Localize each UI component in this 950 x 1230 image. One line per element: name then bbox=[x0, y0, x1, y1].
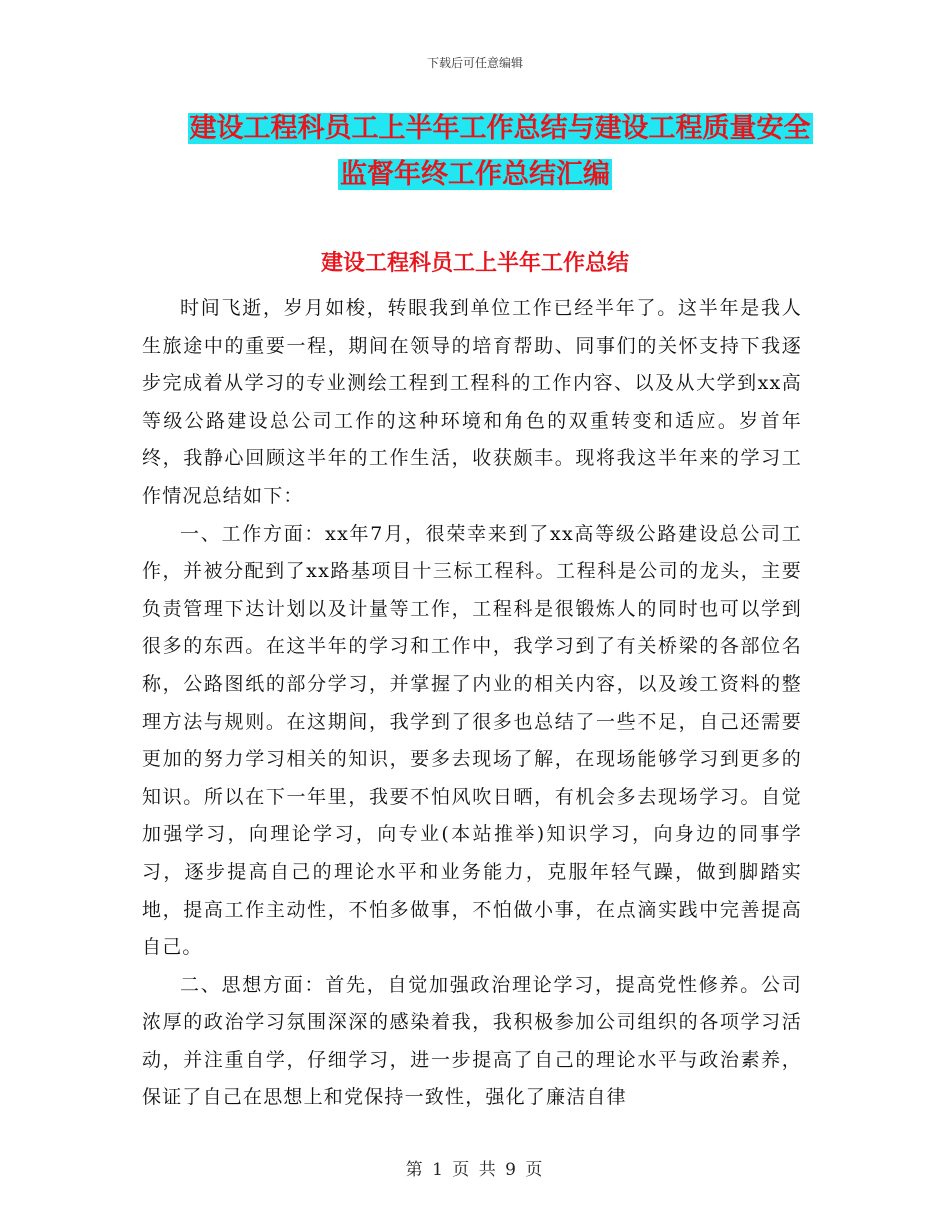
paragraph-work: 一、工作方面：xx年7月，很荣幸来到了xx高等级公路建设总公司工作，并被分配到了xx路基项目十三标工程科。工程科是公司的龙头，主要负责管理下达计划以及计量等工作，工程科是很锻炼人的同时也可以学到很多的东西。在这半年的学习和工作中，我学习到了有关桥梁的各部位名称，公路图纸的部分学习，并掌握了内业的相关内容，以及竣工资料的整理方法与规则。在这期间，我学到了很多也总结了一些不足，自己还需要更加的努力学习相关的知识，要多去现场了解，在现场能够学习到更多的知识。所以在下一年里，我要不怕风吹日晒，有机会多去现场学习。自觉加强学习，向理论学习，向专业(本站推举)知识学习，向身边的同事学习，逐步提高自己的理论水平和业务能力，克服年轻气躁，做到脚踏实地，提高工作主动性，不怕多做事，不怕做小事，在点滴实践中完善提高自己。 bbox=[142, 522, 802, 959]
document-title-text-2: 监督年终工作总结汇编 bbox=[340, 159, 610, 190]
section-title: 建设工程科员工上半年工作总结 bbox=[320, 251, 629, 276]
page-footer: 第 1 页 共 9 页 bbox=[405, 1160, 545, 1180]
header-note: 下载后可任意编辑 bbox=[426, 56, 523, 70]
document-title-text-1: 建设工程科员工上半年工作总结与建设工程质量安全 bbox=[189, 113, 811, 144]
paragraph-thought: 二、思想方面：首先，自觉加强政治理论学习，提高党性修养。公司浓厚的政治学习氛围深深的感染着我，我积极参加公司组织的各项学习活动，并注重自学，仔细学习，进一步提高了自己的理论水平与政治素养，保证了自己在思想上和党保持一致性，强化了廉洁自律 bbox=[142, 973, 802, 1109]
document-title-line-2 bbox=[140, 154, 810, 196]
document-body bbox=[142, 290, 802, 1117]
paragraph-intro: 时间飞逝，岁月如梭，转眼我到单位工作已经半年了。这半年是我人生旅途中的重要一程，期间在领导的培育帮助、同事们的关怀支持下我逐步完成着从学习的专业测绘工程到工程科的工作内容、以及从大学到xx高等级公路建设总公司工作的这种环境和角色的双重转变和适应。岁首年终，我静心回顾这半年的工作生活，收获颇丰。现将我这半年来的学习工作情况总结如下： bbox=[142, 297, 802, 507]
document-title-line-1 bbox=[180, 108, 820, 150]
